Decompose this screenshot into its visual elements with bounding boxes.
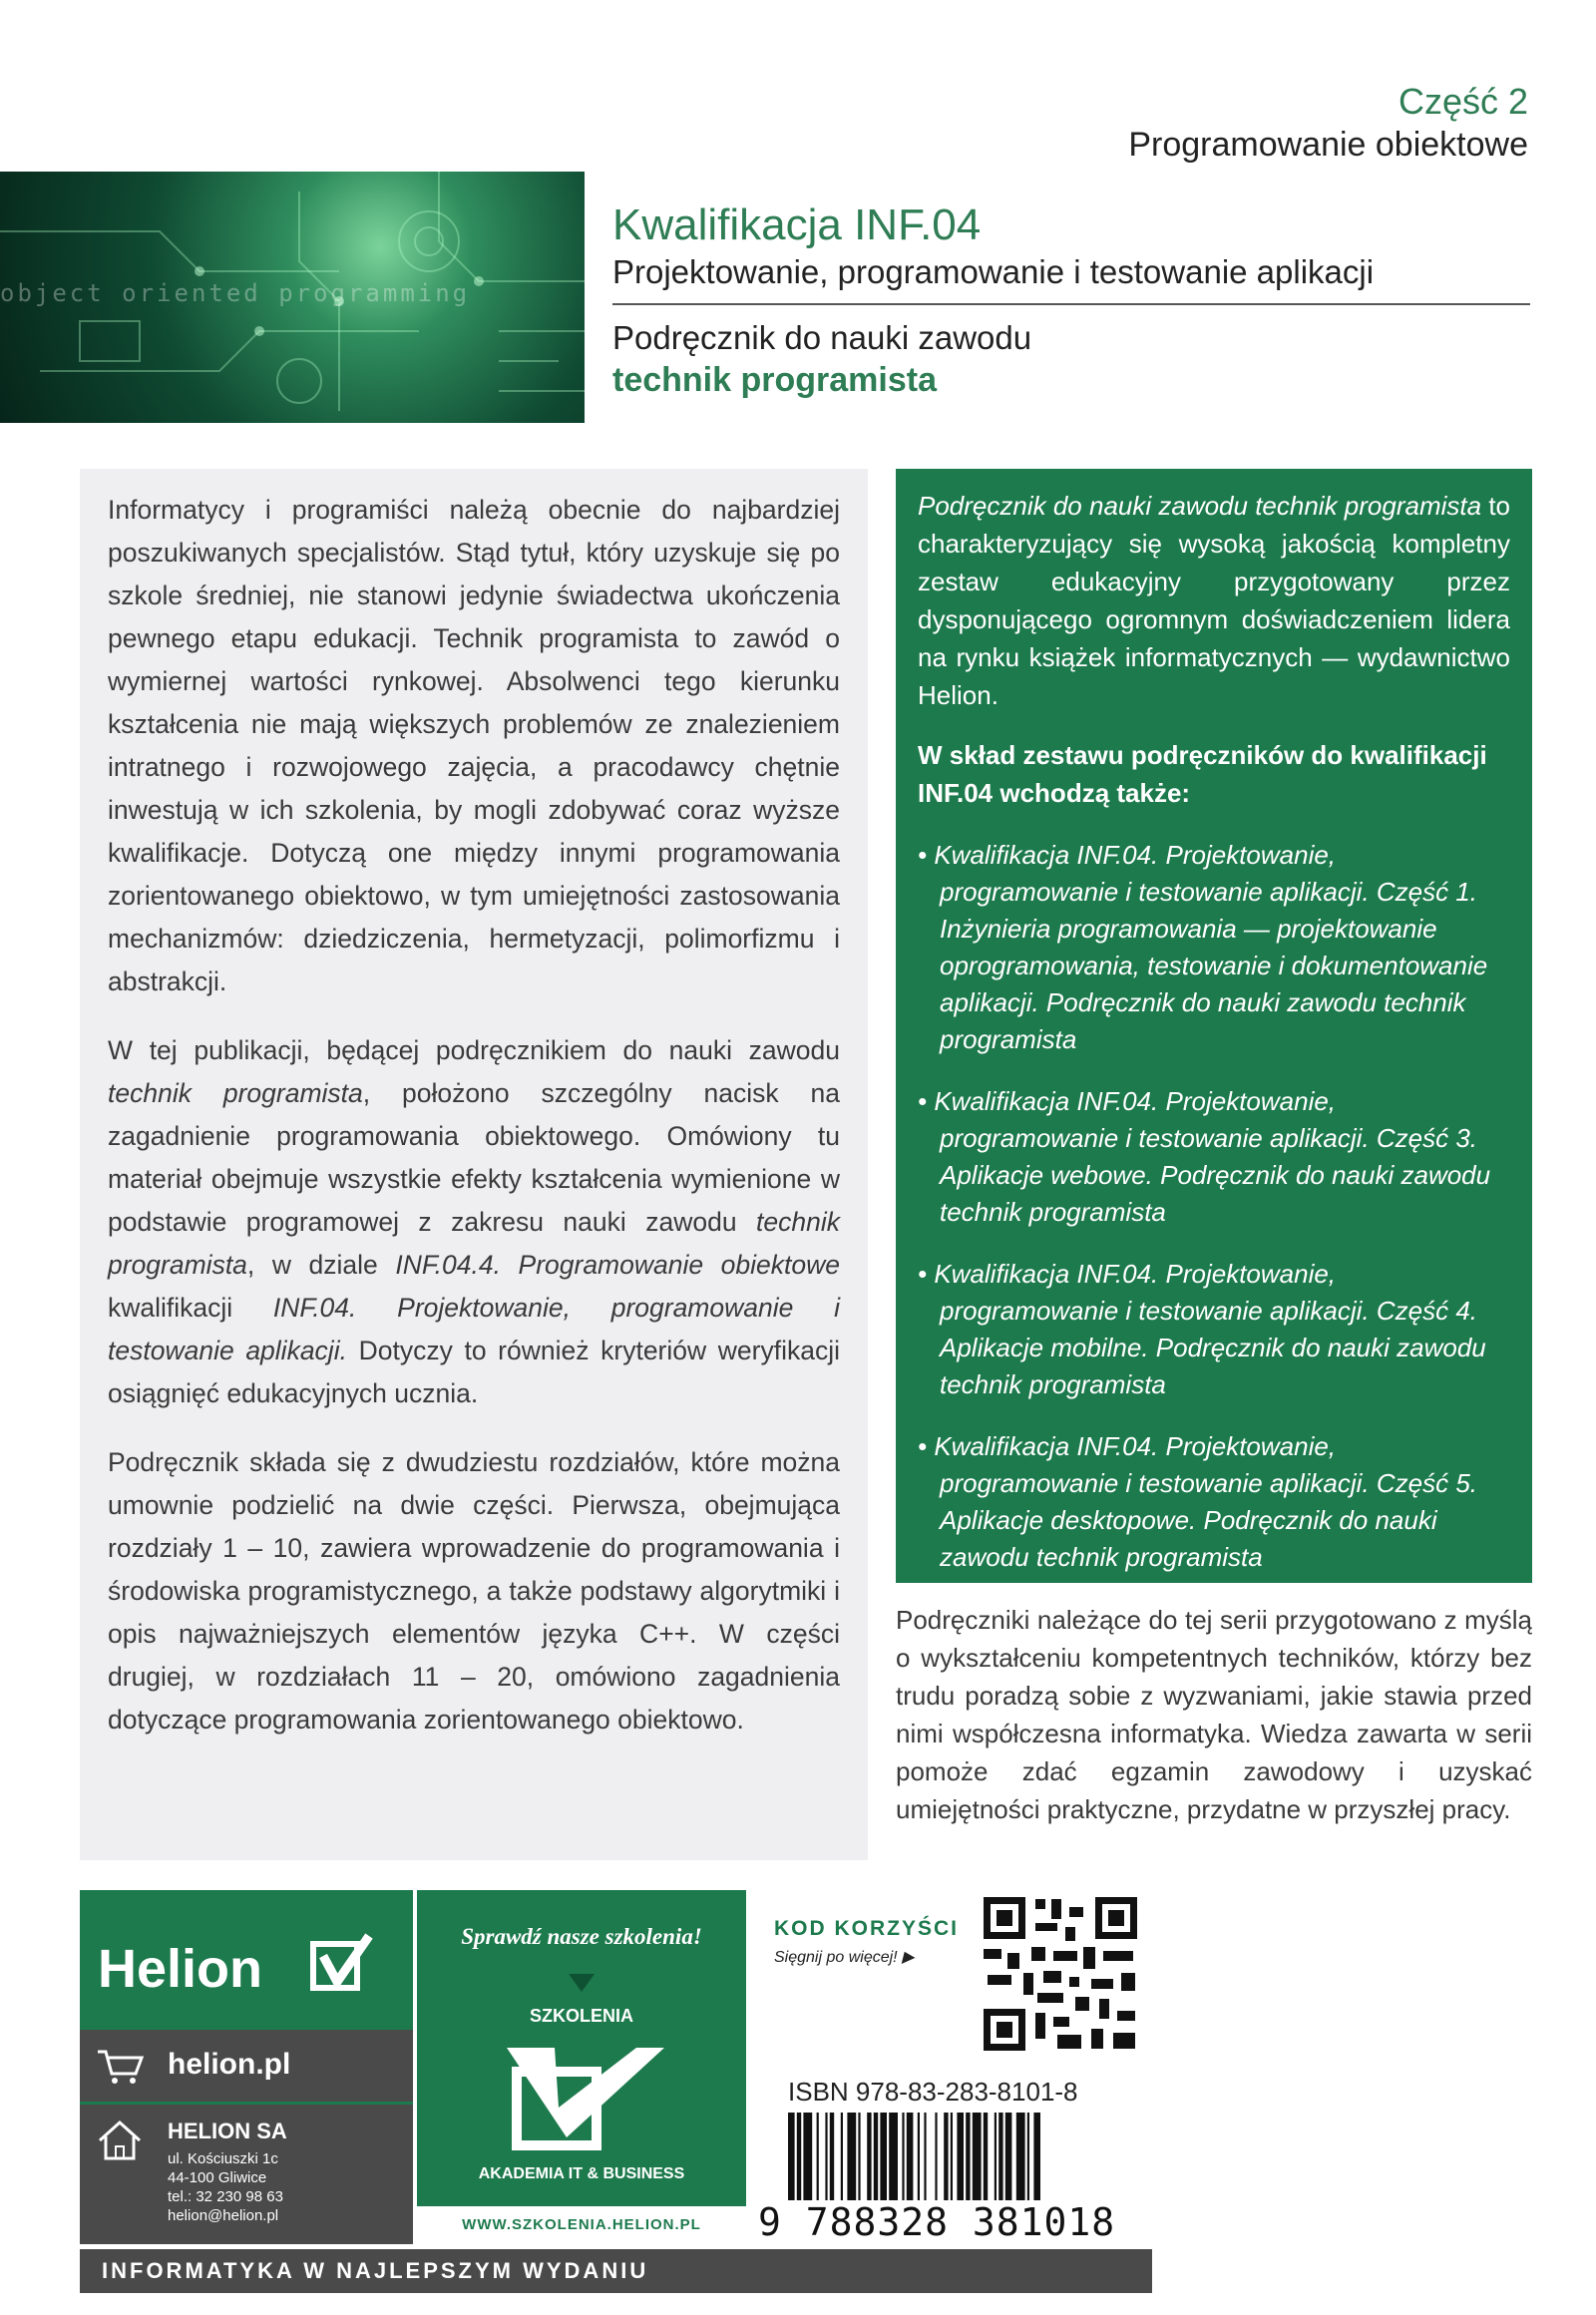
paragraph-2: W tej publikacji, będącej podręcznikiem do nauki zawodu technik programista, położono szczególny nacisk na zagadnienie programowania obiektowego. Omówiony tu materiał obejmuje wszystkie efekty kształcenia wymienione w podstawie programowej z zakresu nauki zawodu technik programista, w dziale INF.04.4. Programowanie obiektowe kwalifikacji INF.04. Projektowanie, programowanie i testowanie aplikacji. Dotyczy to również kryteriów weryfikacji osiągnięć edukacyjnych ucznia. [108, 1035, 841, 1408]
qualification-block [612, 199, 1530, 401]
training-tagline: Sprawdź nasze szkolenia! [461, 1924, 702, 1949]
qr-code-icon[interactable] [980, 1893, 1141, 2055]
series-summary: Podręczniki należące do tej serii przygotowano z myślą o wykształceniu kompetentnych techników, którzy bez trudu poradzą sobie z wyzwaniami, jakie stawia przed nimi współczesna informatyka. Wiedza zawarta w serii pomoże zdać egzamin zawodowy i uzyskać umiejętności praktyczne, przydatne w przyszłej pracy. [896, 1605, 1532, 1824]
series-item: • Kwalifikacja INF.04. Projektowanie, programowanie i testowanie aplikacji. Część 4. Aplikacje mobilne. Podręcznik do nauki zawodu technik programista [918, 1259, 1486, 1399]
divider [612, 303, 1530, 305]
barcode-icon [784, 2113, 1155, 2204]
training-panel[interactable] [417, 1890, 746, 2244]
code-subtitle: Sięgnij po więcej! ▶ [774, 1949, 915, 1966]
series-item: • Kwalifikacja INF.04. Projektowanie, programowanie i testowanie aplikacji. Część 5. Aplikacje desktopowe. Podręcznik do nauki zawodu technik programista [918, 1431, 1478, 1572]
helion-mark-icon [307, 1930, 377, 2000]
address-phone: tel.: 32 230 98 63 [168, 2188, 283, 2205]
slogan: INFORMATYKA W NAJLEPSZYM WYDANIU [102, 2258, 649, 2283]
training-url[interactable]: WWW.SZKOLENIA.HELION.PL [462, 2216, 701, 2233]
address-block [80, 2105, 413, 2244]
series-intro: Podręcznik do nauki zawodu technik programista to charakteryzujący się wysoką jakością kompletny zestaw edukacyjny przygotowany przez dysponującego ogromnym doświadczeniem lidera na rynku książek informatycznych — wydawnictwo Helion. [918, 491, 1511, 710]
code-label: KOD KORZYŚCI [774, 1917, 960, 1940]
part-block [1128, 80, 1528, 166]
paragraph-1: Informatycy i programiści należą obecnie do najbardziej poszukiwanych specjalistów. Stąd tytuł, który uzyskuje się po szkole średniej, nie stanowi jedynie świadectwa ukończenia pewnego etapu edukacji. Technik programista to zawód o wymiernej wartości rynkowej. Absolwenci tego kierunku kształcenia nie mają większych problemów ze znalezieniem intratnego i rozwojowego zajęcia, a pracodawcy chętnie inwestują w ich szkolenia, by mogli zdobywać coraz wyższe kwalifikacje. Dotyczą one między innymi programowania zorientowanego obiektowo, w tym umiejętności zastosowania mechanizmów: dziedziczenia, hermetyzacji, polimorfizmu i abstrakcji. [108, 495, 840, 996]
series-item: • Kwalifikacja INF.04. Projektowanie, programowanie i testowanie aplikacji. Część 3. Aplikacje webowe. Podręcznik do nauki zawodu technik programista [918, 1086, 1491, 1227]
series-item: • Kwalifikacja INF.04. Projektowanie, programowanie i testowanie aplikacji. Część 1. Inżynieria programowania — projektowanie oprogramowania, testowanie i dokumentowanie aplikacji. Podręcznik do nauki zawodu technik programista [918, 840, 1488, 1054]
website-link[interactable]: helion.pl [168, 2048, 291, 2081]
address-street: ul. Kościuszki 1c [168, 2150, 278, 2167]
slogan-bar [80, 2249, 1152, 2293]
company-name: HELION SA [168, 2119, 287, 2143]
training-label: SZKOLENIA [529, 2006, 633, 2026]
series-line-1: Podręcznik do nauki zawodu [612, 319, 1032, 356]
qualification-subtitle: Projektowanie, programowanie i testowanie aplikacji [612, 253, 1375, 290]
isbn-text: ISBN 978-83-283-8101-8 [788, 2077, 1078, 2107]
qualification-title: Kwalifikacja INF.04 [612, 200, 982, 249]
address-city: 44-100 Gliwice [168, 2169, 267, 2186]
part-title: Programowanie obiektowe [1128, 126, 1528, 164]
training-url-bar[interactable] [417, 2206, 746, 2244]
barcode-digits: 9 788328 381018 [758, 2200, 1157, 2244]
home-icon [96, 2119, 144, 2162]
series-line-2: technik programista [612, 361, 937, 399]
part-label: Część 2 [1397, 81, 1528, 122]
cart-icon [96, 2046, 144, 2086]
arrow-down-icon [567, 1972, 597, 1994]
paragraph-3: Podręcznik składa się z dwudziestu rozdziałów, które można umownie podzielić na dwie części. Pierwsza, obejmująca rozdziały 1 – 10, zawiera wprowadzenie do programowania i środowiska programistycznego, a także podstawy algorytmiki i opis najważniejszych elementów języka C++. W części drugiej, w rozdziałach 11 – 20, omówiono zagadnienia dotyczące programowania zorientowanego obiektowo. [108, 1447, 840, 1735]
banner-caption: object oriented programming [0, 279, 471, 307]
training-logo-icon [497, 2038, 666, 2157]
series-box [896, 469, 1532, 1583]
helion-logo: Helion [98, 1939, 263, 1999]
address-email: helion@helion.pl [168, 2207, 279, 2224]
website-row[interactable] [80, 2030, 413, 2102]
series-heading: W skład zestawu podręczników do kwalifikacji INF.04 wchodzą także: [918, 740, 1487, 808]
description-column [80, 469, 868, 1860]
training-academy: AKADEMIA IT & BUSINESS [478, 2165, 685, 2182]
cover-banner-image [0, 172, 585, 423]
